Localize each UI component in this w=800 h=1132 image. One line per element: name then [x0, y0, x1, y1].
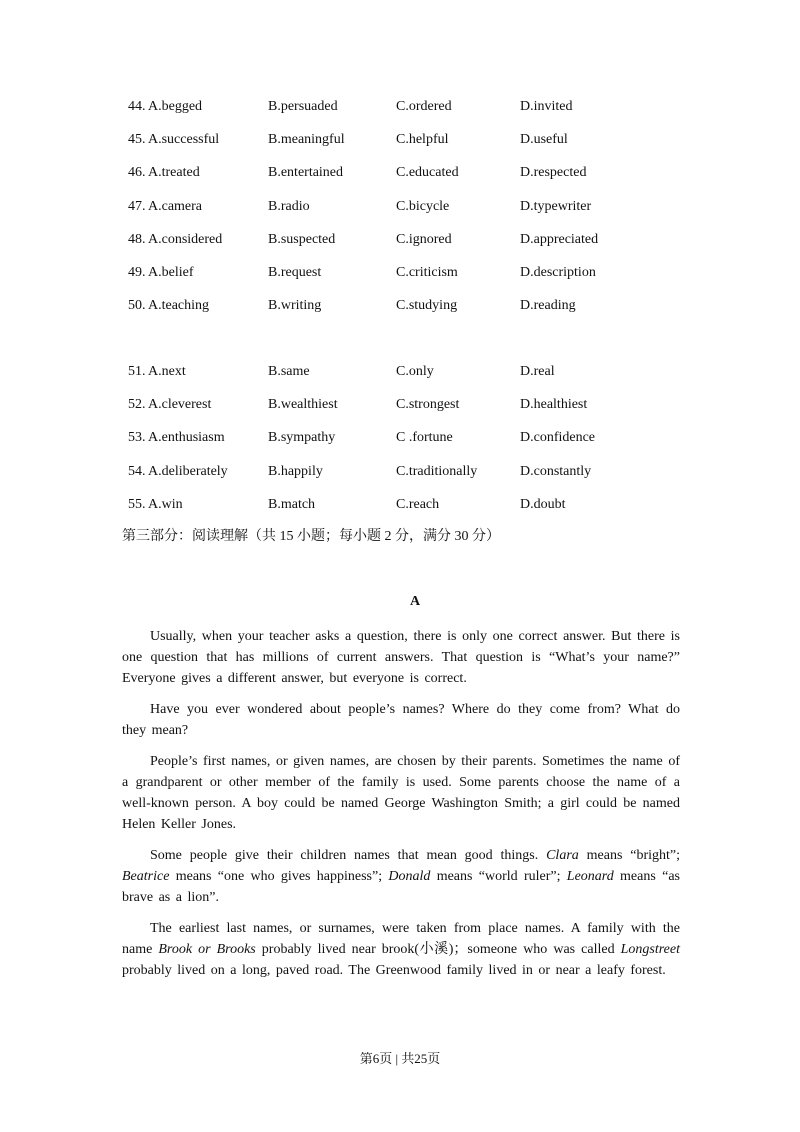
question-row	[0, 96, 800, 118]
text-run: Some people give their children names that mean good things.	[150, 848, 547, 863]
option-b: B.request	[268, 265, 322, 280]
option-d: D.description	[520, 265, 596, 280]
option-a: A.camera	[148, 198, 203, 214]
name-term: Leonard	[566, 869, 614, 884]
text-run: probably lived on a long, paved road. The Greenwood family lived in or near a leafy forest.	[122, 963, 666, 978]
text-run: means “one who gives happiness”;	[169, 869, 389, 884]
option-d: D.invited	[520, 99, 573, 114]
option-c: C.traditionally	[396, 463, 478, 479]
option-d: D.doubt	[520, 496, 566, 512]
question-row	[0, 162, 800, 184]
option-b: B.match	[268, 496, 316, 512]
option-a: A.enthusiasm	[148, 430, 225, 446]
question-row	[0, 427, 800, 449]
option-c: C.studying	[396, 298, 458, 314]
question-number: 53.	[128, 430, 146, 446]
question-row	[0, 129, 800, 151]
name-term: Brook or Brooks	[158, 942, 256, 957]
option-b: B.radio	[268, 198, 310, 214]
option-a: A.considered	[148, 231, 223, 247]
text-run: means “bright”;	[578, 848, 680, 863]
question-number: 45.	[128, 132, 146, 148]
question-number: 50.	[128, 298, 146, 314]
option-d: D.appreciated	[520, 231, 599, 247]
question-number: 48.	[128, 231, 146, 247]
question-number: 46.	[128, 165, 146, 181]
option-d: D.healthiest	[520, 397, 588, 413]
question-row	[0, 229, 800, 251]
text-run: probably lived near brook(小溪)；someone who was called	[255, 942, 621, 957]
option-c: C.reach	[396, 496, 440, 512]
option-a: A.teaching	[148, 298, 210, 314]
question-row	[0, 196, 800, 218]
option-a: A.next	[148, 364, 186, 379]
passage-paragraph: Usually, when your teacher asks a question, there is only one correct answer. But there is one question that has millions of current answers. That question is “What’s your name?” Everyone gives a different answer, but everyone is correct.	[122, 629, 680, 686]
question-row	[0, 361, 800, 383]
option-b: B.same	[268, 364, 310, 379]
passage-body	[122, 626, 680, 991]
option-a: A.belief	[148, 265, 194, 280]
option-a: A.win	[148, 496, 183, 512]
option-b: B.writing	[268, 298, 322, 314]
name-term: Donald	[388, 869, 431, 884]
option-b: B.persuaded	[268, 99, 338, 114]
option-b: B.suspected	[268, 231, 336, 247]
option-a: A.cleverest	[148, 397, 212, 413]
question-number: 52.	[128, 397, 146, 413]
name-term: Clara	[546, 848, 579, 863]
text-run: means “world ruler”;	[430, 869, 567, 884]
passage-paragraph	[122, 845, 680, 908]
option-c: C.strongest	[396, 397, 460, 413]
option-b: B.wealthiest	[268, 397, 338, 413]
option-d: D.reading	[520, 298, 576, 314]
question-number: 55.	[128, 496, 146, 512]
question-number: 51.	[128, 364, 146, 379]
passage-paragraph: Have you ever wondered about people’s names? Where do they come from? What do they mean?	[122, 702, 680, 738]
option-c: C.bicycle	[396, 198, 450, 214]
option-c: C.criticism	[396, 265, 458, 280]
option-d: D.typewriter	[520, 198, 592, 214]
name-term: Longstreet	[620, 942, 680, 957]
option-c: C.ordered	[396, 99, 452, 114]
text-run: The earliest last names, or surnames, were taken from place names. A family with the name	[122, 921, 680, 957]
question-row	[0, 262, 800, 284]
question-row	[0, 494, 800, 516]
option-c: C.helpful	[396, 132, 449, 148]
option-c: C .fortune	[396, 430, 453, 446]
option-a: A.begged	[148, 99, 203, 114]
question-number: 44.	[128, 99, 146, 114]
option-d: D.respected	[520, 165, 587, 181]
option-b: B.sympathy	[268, 430, 336, 446]
option-c: C.educated	[396, 165, 459, 181]
option-a: A.successful	[148, 132, 220, 148]
option-d: D.useful	[520, 132, 568, 148]
option-b: B.meaningful	[268, 132, 345, 148]
option-d: D.real	[520, 364, 555, 379]
question-number: 47.	[128, 198, 146, 214]
passage-title: A	[409, 594, 421, 609]
option-c: C.only	[396, 364, 434, 379]
option-d: D.constantly	[520, 463, 592, 479]
question-row	[0, 394, 800, 416]
passage-paragraph	[122, 918, 680, 981]
option-c: C.ignored	[396, 231, 452, 247]
text-run: means “as brave as a lion”.	[122, 869, 680, 905]
section-heading: 第三部分：阅读理解（共 15 小题；每小题 2 分，满分 30 分）	[122, 529, 500, 544]
question-number: 54.	[128, 463, 146, 479]
question-row	[0, 295, 800, 317]
question-row	[0, 461, 800, 483]
option-a: A.treated	[148, 165, 200, 181]
question-number: 49.	[128, 265, 146, 280]
option-a: A.deliberately	[148, 463, 228, 479]
name-term: Beatrice	[122, 869, 170, 884]
option-d: D.confidence	[520, 430, 596, 446]
option-b: B.happily	[268, 463, 323, 479]
passage-paragraph: People’s first names, or given names, are chosen by their parents. Sometimes the name of a grandparent or other member of the family is used. Some parents choose the name of a well-known person. A boy could be named George Washington Smith; a girl could be named Helen Keller Jones.	[122, 754, 680, 832]
option-b: B.entertained	[268, 165, 344, 181]
page-footer: 第6页 | 共25页	[359, 1051, 441, 1066]
